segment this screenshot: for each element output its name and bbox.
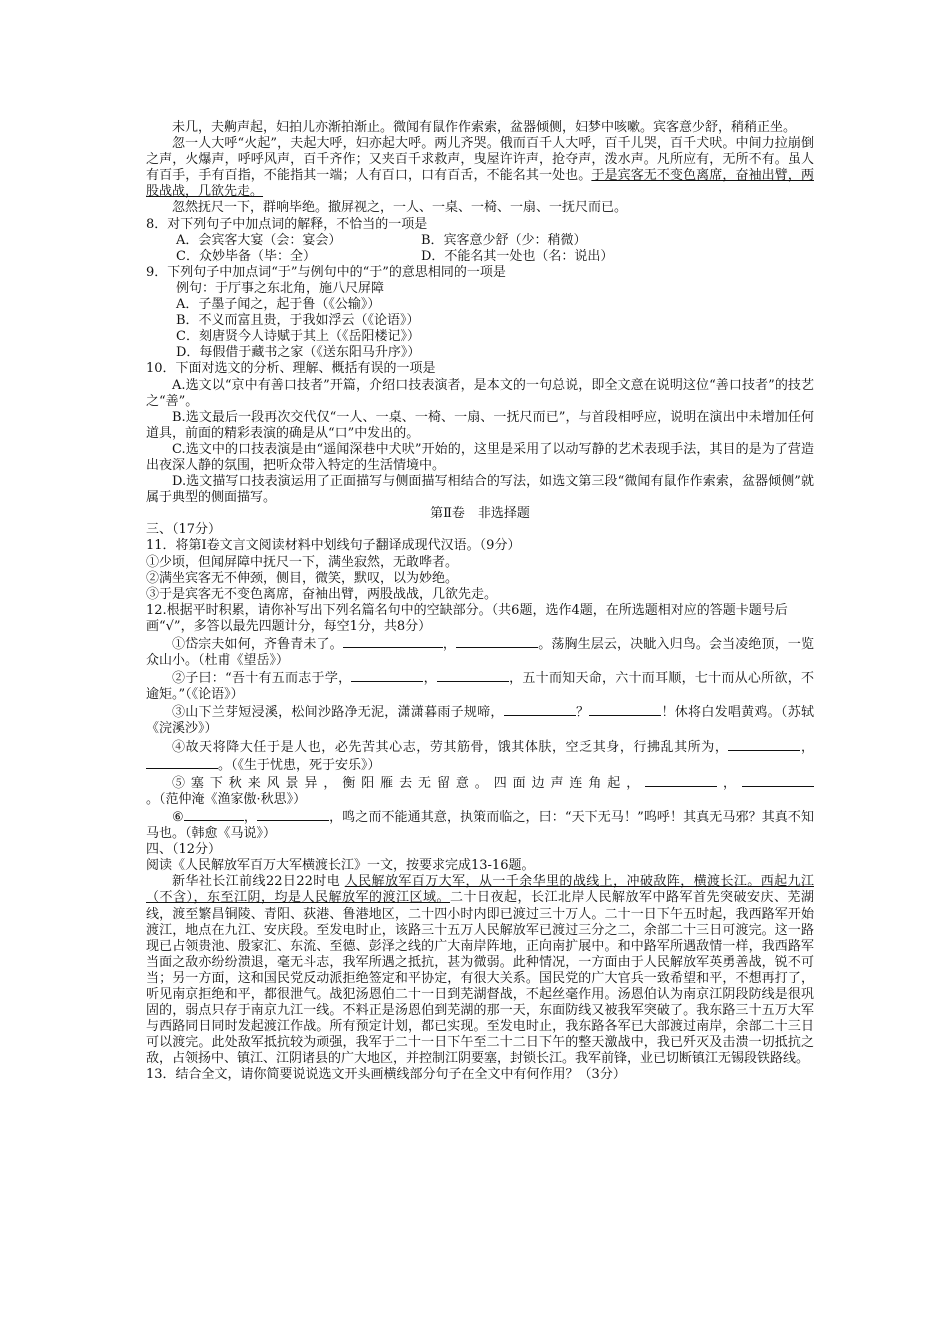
answer-blank[interactable]	[728, 738, 800, 751]
passage-paragraph-1: 未几，夫齁声起，妇拍儿亦渐拍渐止。微闻有鼠作作索索，盆器倾侧，妇梦中咳嗽。宾客意少舒，稍稍正坐。	[172, 120, 797, 135]
answer-blank[interactable]	[742, 774, 814, 787]
exam-page	[146, 120, 814, 1084]
item-3-text-c: ！休将白发唱黄鸡。（苏轼《浣溪沙》）	[146, 705, 814, 737]
answer-blank[interactable]	[351, 669, 423, 682]
answer-blank[interactable]	[589, 703, 661, 716]
item-2-text-c: ，五十而知天命，六十而耳顺，七十而从心所欲，不逾矩。”（《论语》）	[146, 671, 814, 703]
question-11-stem: 11．将第Ⅰ卷文言文阅读材料中划线句子翻译成现代汉语。（9分）	[146, 538, 521, 554]
section-4-title: 四、（12分）	[146, 842, 222, 858]
item-1-text-a: ①岱宗夫如何，齐鲁青未了。	[172, 637, 343, 652]
answer-blank[interactable]	[343, 635, 443, 648]
item-5-text-a: ⑤塞下秋来风景异，衡阳雁去无留意。四面边声连角起，	[172, 775, 646, 791]
item-1-text-c: 。荡胸生层云，决眦入归鸟。会当凌绝顶，一览众山小。（杜甫《望岳》）	[146, 637, 814, 669]
question-12-item-5	[146, 774, 814, 808]
answer-blank[interactable]	[456, 635, 538, 648]
answer-blank[interactable]	[504, 703, 576, 716]
item-1-text-b: ，	[442, 637, 457, 652]
question-8-options-row-1	[176, 233, 814, 249]
question-10-option-a: A.选文以“京中有善口技者”开篇，介绍口技表演者，是本文的一句总说，即全文意在说明这位“善口技者”的技艺之“善”。	[146, 377, 814, 409]
question-9-example: 例句：于厅事之东北角，施八尺屏障	[176, 280, 385, 296]
question-12-item-4	[146, 738, 814, 774]
item-2-text-a: ②子曰：“吾十有五而志于学，	[172, 671, 352, 687]
question-12-item-1	[146, 635, 814, 669]
question-12-item-2	[146, 669, 814, 703]
news-underlined-lead: 人民解放军百万大军，从一千余华里的战线上，冲破敌阵，横渡长江。西起九江（不含），东至江阴，均是人民解放军的渡江区域。	[146, 874, 814, 906]
item-5-text-b: ，	[717, 775, 742, 791]
part-2-title: 第Ⅱ卷 非选择题	[430, 506, 530, 522]
item-4-text-b: ，	[800, 739, 814, 755]
question-8-options-row-2	[176, 249, 814, 265]
underlined-sentence: 于是宾客无不变色离席，奋袖出臂，两股战战，几欲先走。	[146, 168, 814, 200]
item-3-text-a: ③山下兰芽短浸溪，松间沙路净无泥，潇潇暮雨子规啼，	[172, 705, 504, 721]
news-article	[146, 874, 814, 1067]
answer-blank[interactable]	[257, 808, 329, 821]
question-11-sentence-1: ①少顷，但闻屏障中抚尺一下，满坐寂然，无敢哗者。	[146, 554, 459, 570]
question-9-option-c: C．刻唐贤今人诗赋于其上（《岳阳楼记》）	[176, 329, 420, 345]
passage-paragraph-2-text: 忽一人大呼“火起”，夫起大呼，妇亦起大呼。两儿齐哭。俄而百千人大呼，百千儿哭，百千犬吠。中间力拉崩倒之声，火爆声，呼呼风声，百千齐作；又夹百千求救声，曳屋许许声，抢夺声，泼水声。凡所应有，无所不有。虽人有百手，手有百指，不能指其一端；人有百口，口有百舌，不能名其一处也。	[146, 136, 814, 184]
item-6-text-a: ⑥	[172, 809, 184, 825]
question-10-option-c: C.选文中的口技表演是由“遥闻深巷中犬吠”开始的，这里是采用了以动写静的艺术表现手法，其目的是为了营造出夜深人静的氛围，把听众带入特定的生活情境中。	[146, 441, 814, 473]
question-8-option-a: A．会宾客大宴（会：宴会）	[176, 232, 342, 248]
question-11-sentence-3: ③于是宾客无不变色离席，奋袖出臂，两股战战，几欲先走。	[146, 586, 498, 602]
question-9-option-b: B．不义而富且贵，于我如浮云（《论语》）	[176, 313, 420, 329]
item-2-text-b: ，	[423, 671, 437, 687]
passage-paragraph-3: 忽然抚尺一下，群响毕绝。撤屏视之，一人、一桌、一椅、一扇、一抚尺而已。	[172, 200, 628, 216]
item-5-text-c: 。（范仲淹《渔家傲·秋思》）	[146, 791, 307, 807]
section-3-title: 三、（17分）	[146, 522, 222, 538]
question-9-option-a: A．子墨子闻之，起于鲁（《公输》）	[176, 297, 381, 313]
item-4-text-a: ④故天将降大任于是人也，必先苦其心志，劳其筋骨，饿其体肤，空乏其身，行拂乱其所为，	[172, 739, 729, 755]
item-6-text-b: ，	[243, 809, 257, 825]
question-9-option-d: D．每假借于藏书之家（《送东阳马升序》）	[176, 345, 421, 361]
question-11-sentence-2: ②满坐宾客无不伸颈，侧目，微笑，默叹，以为妙绝。	[146, 570, 459, 586]
answer-blank[interactable]	[645, 774, 717, 787]
passage-paragraph-2	[146, 136, 814, 200]
question-13-stem: 13．结合全文，请你简要说说选文开头画横线部分句子在全文中有何作用？（3分）	[146, 1067, 626, 1083]
answer-blank[interactable]	[184, 808, 244, 821]
question-9-stem: 9．下列句子中加点词“于”与例句中的“于”的意思相同的一项是	[146, 264, 506, 280]
question-12-item-6	[146, 808, 814, 842]
item-6-text-c: ，鸣之而不能通其意，执策而临之，曰：“天下无马！”呜呼！其真无马邪？其真不知马也。（韩愈《马说》）	[146, 809, 814, 842]
question-12-item-3	[146, 703, 814, 737]
question-8-option-b: B．宾客意少舒（少：稍微）	[421, 232, 587, 248]
news-body: 二十日夜起，长江北岸人民解放军中路军首先突破安庆、芜湖线，渡至繁昌铜陵、青阳、荻港、鲁港地区，二十四小时内即已渡过三十万人。二十一日下午五时起，我西路军开始渡江，地点在九江、安庆段。至发电时止，该路三十五万人民解放军已渡过三分之二，余部二十三日可渡完。这一路现已占领贵池、殷家汇、东流、至德、彭泽之线的广大南岸阵地，正向南扩展中。和中路军所遇敌情一样，我西路军当面之敌亦纷纷溃退，毫无斗志，我军所遇之抵抗，甚为微弱。此种情况，一方面由于人民解放军英勇善战，锐不可当；另一方面，这和国民党反动派拒绝签定和平协定，有很大关系。国民党的广大官兵一致希望和平，不想再打了，听见南京拒绝和平，都很泄气。战犯汤恩伯二十一日到芜湖督战，不起丝毫作用。汤恩伯认为南京江阴段防线是很巩固的，弱点只存于南京九江一线。不料正是汤恩伯到芜湖的那一天，东面防线又被我军突破了。我东路三十五万大军与西路同日同时发起渡江作战。所有预定计划，都已实现。至发电时止，我东路各军已大部渡过南岸，余部二十三日可以渡完。此处敌军抵抗较为顽强，我军于二十一日下午至二十二日下午的整天激战中，我已歼灭及击溃一切抵抗之敌，占领扬中、镇江、江阴诸县的广大地区，并控制江阴要塞，封锁长江。我军前锋，业已切断镇江无锡段铁路线。	[146, 890, 814, 1067]
question-12-stem: 12.根据平时积累，请你补写出下列名篇名句中的空缺部分。（共6题，选作4题，在所选题相对应的答题卡题号后画“√”，多答以最先四题计分，每空1分，共8分）	[146, 602, 788, 634]
question-8-stem: 8．对下列句子中加点词的解释，不恰当的一项是	[146, 216, 428, 232]
answer-blank[interactable]	[437, 669, 509, 682]
question-8-option-c: C．众妙毕备（毕：全）	[176, 248, 316, 264]
question-10-option-d: D.选文描写口技表演运用了正面描写与侧面描写相结合的写法，如选文第三段“微闻有鼠作作索索，盆器倾侧”就属于典型的侧面描写。	[146, 474, 814, 506]
answer-blank[interactable]	[146, 756, 218, 769]
item-3-text-b: ？	[575, 705, 590, 721]
section-4-intro: 阅读《人民解放军百万大军横渡长江》一文，按要求完成13-16题。	[146, 858, 535, 874]
news-dateline: 新华社长江前线22日22时电	[172, 874, 341, 890]
question-8-option-d: D．不能名其一处也（名：说出）	[421, 248, 614, 264]
item-4-text-c: 。（《生于忧患，死于安乐》）	[218, 757, 381, 773]
question-10-option-b: B.选文最后一段再次交代仅“一人、一桌、一椅、一扇、一抚尺而已”，与首段相呼应，说明在演出中未增加任何道具，前面的精彩表演的确是从“口”中发出的。	[146, 409, 814, 441]
question-10-stem: 10．下面对选文的分析、理解、概括有误的一项是	[146, 361, 436, 377]
